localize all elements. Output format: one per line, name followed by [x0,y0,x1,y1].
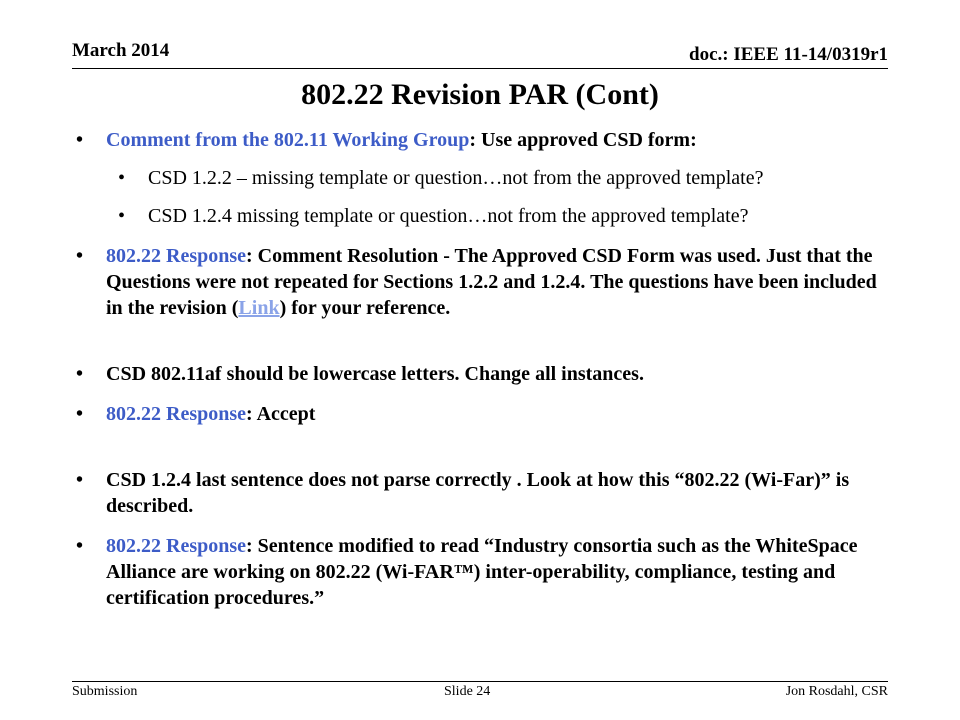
comment-text: : Use approved CSD form: [469,129,697,151]
footer-divider [72,681,888,682]
header-divider [72,68,888,69]
response-tail: ) for your reference. [279,297,451,319]
sub-item-text: CSD 1.2.4 missing template or question…not from the approved template? [148,205,749,227]
footer-author: Jon Rosdahl, CSR [785,684,888,699]
response-text: : Comment Resolution - The Approved CSD Form was used. Just that the Questions were not repeated for Sections 1.2.2 and 1.2.4. The questions have been included in the revision ( [106,245,877,319]
response-text: : Sentence modified to read “Industry consortia such as the WhiteSpace Alliance are working on 802.22 (Wi-FAR™) inter-operability, compliance, testing and certification procedures.” [106,535,858,609]
response-item-3 [72,533,888,611]
sub-item-2 [72,203,888,229]
comment-text: CSD 802.11af should be lowercase letters. Change all instances. [106,363,644,385]
response-item-2 [72,401,888,427]
header-doc-id: doc.: IEEE 11-14/0319r1 [689,44,888,65]
response-label: 802.22 Response [106,245,247,267]
response-item-1 [72,243,888,321]
sub-item-text: CSD 1.2.2 – missing template or question…not from the approved template? [148,167,764,189]
comment-item-1 [72,127,888,153]
response-text: : Accept [246,403,316,425]
comment-text: CSD 1.2.4 last sentence does not parse correctly . Look at how this “802.22 (Wi-Far)” is described. [106,469,850,517]
comment-source-label: Comment from the 802.11 Working Group [106,129,470,151]
footer-submission: Submission [72,684,138,699]
revision-link[interactable]: Link [238,297,280,319]
header-date: March 2014 [72,40,170,61]
response-label: 802.22 Response [106,535,247,557]
response-label: 802.22 Response [106,403,247,425]
comment-item-3 [72,467,888,519]
slide-title: 802.22 Revision PAR (Cont) [301,78,659,111]
sub-item-1 [72,165,888,191]
slide-body [72,127,888,611]
footer-slide-number: Slide 24 [444,684,491,699]
comment-item-2 [72,361,888,387]
